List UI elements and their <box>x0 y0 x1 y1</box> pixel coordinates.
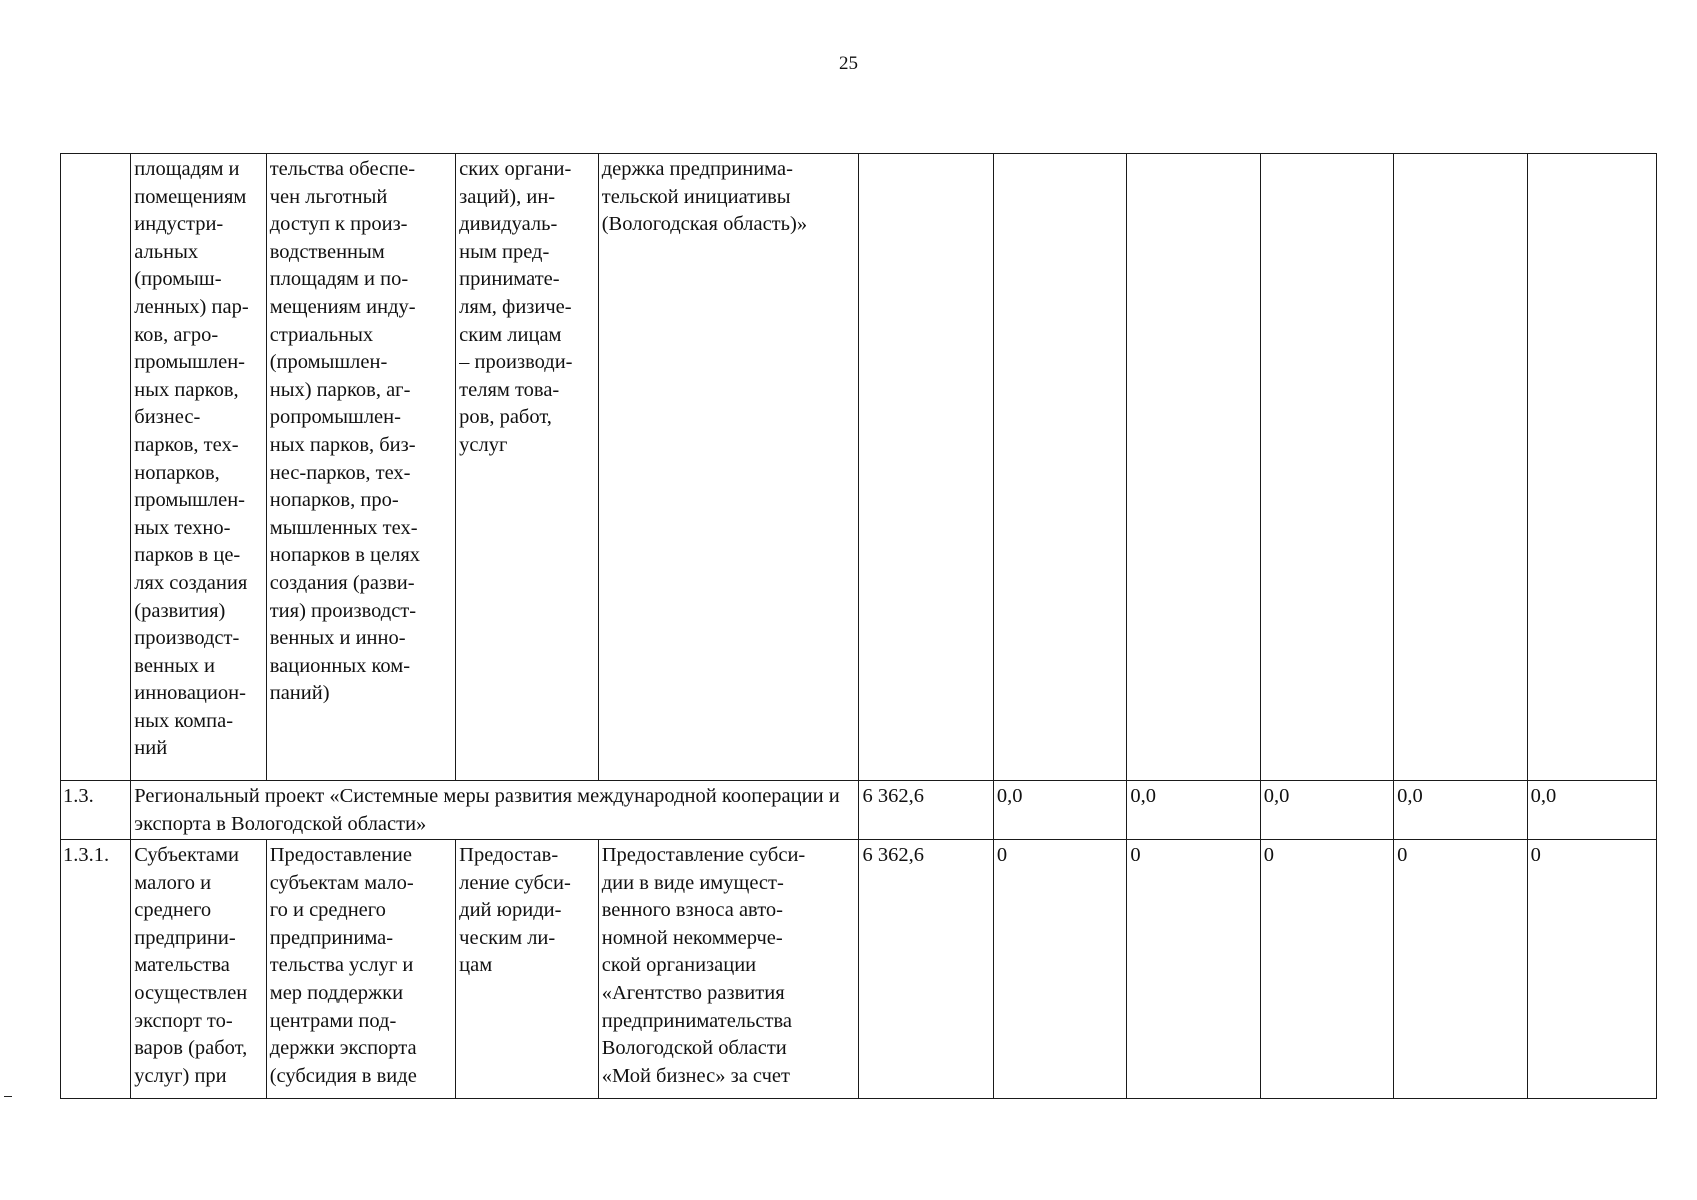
measure-description-cell: Предоставление субъектам мало- го и среднего предпринима- тельства услуг и мер поддержки центрами под- держки экспорта (субсидия в виде <box>266 840 455 1099</box>
measure-description-cell: тельства обеспе- чен льготный доступ к произ- водственным площадям и по- мещениям инду- стриальных (промышлен- ных) парков, аг- ропромышлен- ных парков, биз- нес-парков, тех- нопарков, про- мышленных тех- нопарков в целях создания (разви- тия) производст- венных и инно- вационных ком- паний) <box>266 154 455 781</box>
value-cell <box>1527 154 1656 781</box>
result-text-cell: площадям и помещениям индустри- альных (промыш- ленных) пар- ков, агро- промышлен- ных парков, бизнес- парков, тех- нопарков, промышлен- ных техно- парков в це- лях создания (развития) производст- венных и инновацион- ных компа- ний <box>131 154 266 781</box>
recipient-cell: Предостав- ление субси- дий юриди- ческим ли- цам <box>456 840 599 1099</box>
result-text-cell: Субъектами малого и среднего предприни- мательства осуществлен экспорт то- варов (работ, услуг) при <box>131 840 266 1099</box>
value-cell <box>1127 154 1260 781</box>
margin-tick-mark <box>4 1096 12 1097</box>
value-cell: 0,0 <box>993 781 1126 840</box>
project-title-cell: Региональный проект «Системные меры развития международной кооперации и экспорта в Вологодской области» <box>131 781 859 840</box>
value-cell: 0 <box>993 840 1126 1099</box>
table-row-project <box>61 781 1657 840</box>
value-cell: 0,0 <box>1127 781 1260 840</box>
value-cell: 0 <box>1127 840 1260 1099</box>
value-cell <box>1394 154 1527 781</box>
recipient-cell: ских органи- заций), ин- дивидуаль- ным пред- принимате- лям, физиче- ским лицам – производи- телям това- ров, работ, услуг <box>456 154 599 781</box>
value-cell: 6 362,6 <box>859 840 993 1099</box>
value-cell <box>1260 154 1393 781</box>
value-cell <box>859 154 993 781</box>
row-number-cell: 1.3. <box>61 781 131 840</box>
page-number: 25 <box>839 53 858 74</box>
value-cell <box>993 154 1126 781</box>
value-cell: 0,0 <box>1260 781 1393 840</box>
table-row-continuation <box>61 154 1657 781</box>
value-cell: 0 <box>1394 840 1527 1099</box>
row-number-cell <box>61 154 131 781</box>
budget-table <box>60 153 1657 1099</box>
table-row-subitem <box>61 840 1657 1099</box>
value-cell: 0,0 <box>1394 781 1527 840</box>
value-cell: 0 <box>1260 840 1393 1099</box>
mechanism-cell: держка предпринима- тельской инициативы (Вологодская область)» <box>598 154 859 781</box>
value-cell: 0 <box>1527 840 1656 1099</box>
mechanism-cell: Предоставление субси- дии в виде имущест- венного взноса авто- номной некоммерче- ской организации «Агентство развития предпринимательства Вологодской области «Мой бизнес» за счет <box>598 840 859 1099</box>
row-number-cell: 1.3.1. <box>61 840 131 1099</box>
value-cell: 6 362,6 <box>859 781 993 840</box>
value-cell: 0,0 <box>1527 781 1656 840</box>
